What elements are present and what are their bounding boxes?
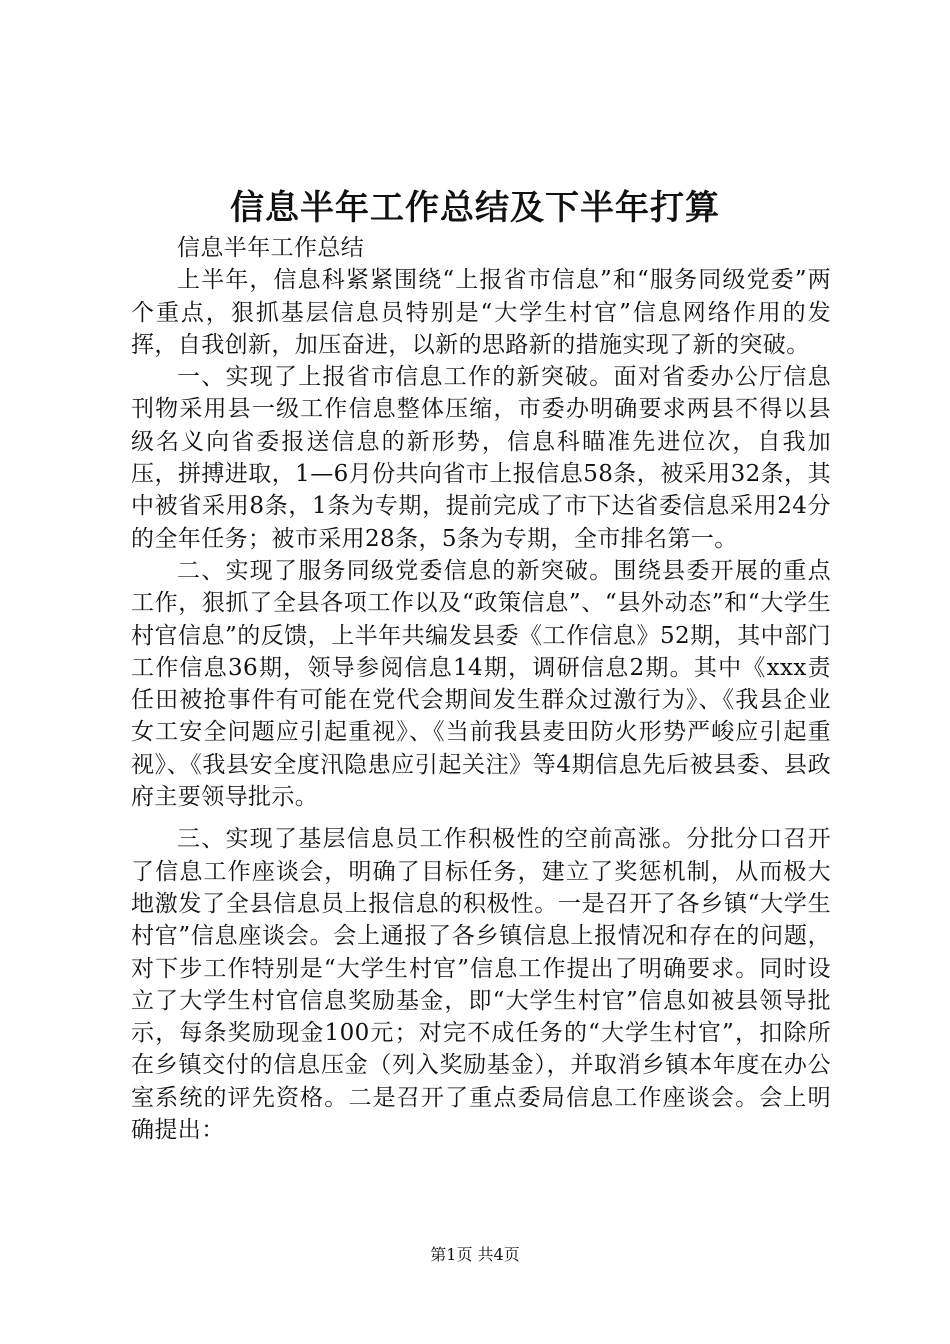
paragraph-section-1: 一、实现了上报省市信息工作的新突破。面对省委办公厅信息刊物采用县一级工作信息整体压缩，市委办明确要求两县不得以县级名义向省委报送信息的新形势，信息科瞄准先进位次，自我加压，拼搏进取，1—6月份共向省市上报信息58条，被采用32条，其中被省采用8条，1条为专期，提前完成了市下达省委信息采用24分的全年任务；被市采用28条，5条为专期，全市排名第一。: [131, 364, 831, 552]
paragraph-intro: 上半年，信息科紧紧围绕“上报省市信息”和“服务同级党委”两个重点，狠抓基层信息员特别是“大学生村官”信息网络作用的发挥，自我创新，加压奋进，以新的思路新的措施实现了新的突破。: [131, 267, 831, 358]
document-body: [131, 232, 831, 1146]
document-title: 信息半年工作总结及下半年打算: [230, 188, 720, 228]
paragraph-section-2: 二、实现了服务同级党委信息的新突破。围绕县委开展的重点工作，狠抓了全县各项工作以及“政策信息”、“县外动态”和“大学生村官信息”的反馈，上半年共编发县委《工作信息》52期，其中部门工作信息36期，领导参阅信息14期，调研信息2期。其中《xxx责任田被抢事件有可能在党代会期间发生群众过激行为》、《我县企业女工安全问题应引起重视》、《当前我县麦田防火形势严峻应引起重视》、《我县安全度汛隐患应引起关注》等4期信息先后被县委、县政府主要领导批示。: [131, 557, 831, 811]
paragraph-section-3: 三、实现了基层信息员工作积极性的空前高涨。分批分口召开了信息工作座谈会，明确了目标任务，建立了奖惩机制，从而极大地激发了全县信息员上报信息的积极性。一是召开了各乡镇“大学生村官”信息座谈会。会上通报了各乡镇信息上报情况和存在的问题，对下步工作特别是“大学生村官”信息工作提出了明确要求。同时设立了大学生村官信息奖励基金，即“大学生村官”信息如被县领导批示，每条奖励现金100元；对完不成任务的“大学生村官”，扣除所在乡镇交付的信息压金（列入奖励基金），并取消乡镇本年度在办公室系统的评先资格。二是召开了重点委局信息工作座谈会。会上明确提出：: [131, 826, 831, 1144]
page-number: 第1页 共4页: [430, 1245, 520, 1264]
section-heading: 信息半年工作总结: [177, 235, 365, 261]
